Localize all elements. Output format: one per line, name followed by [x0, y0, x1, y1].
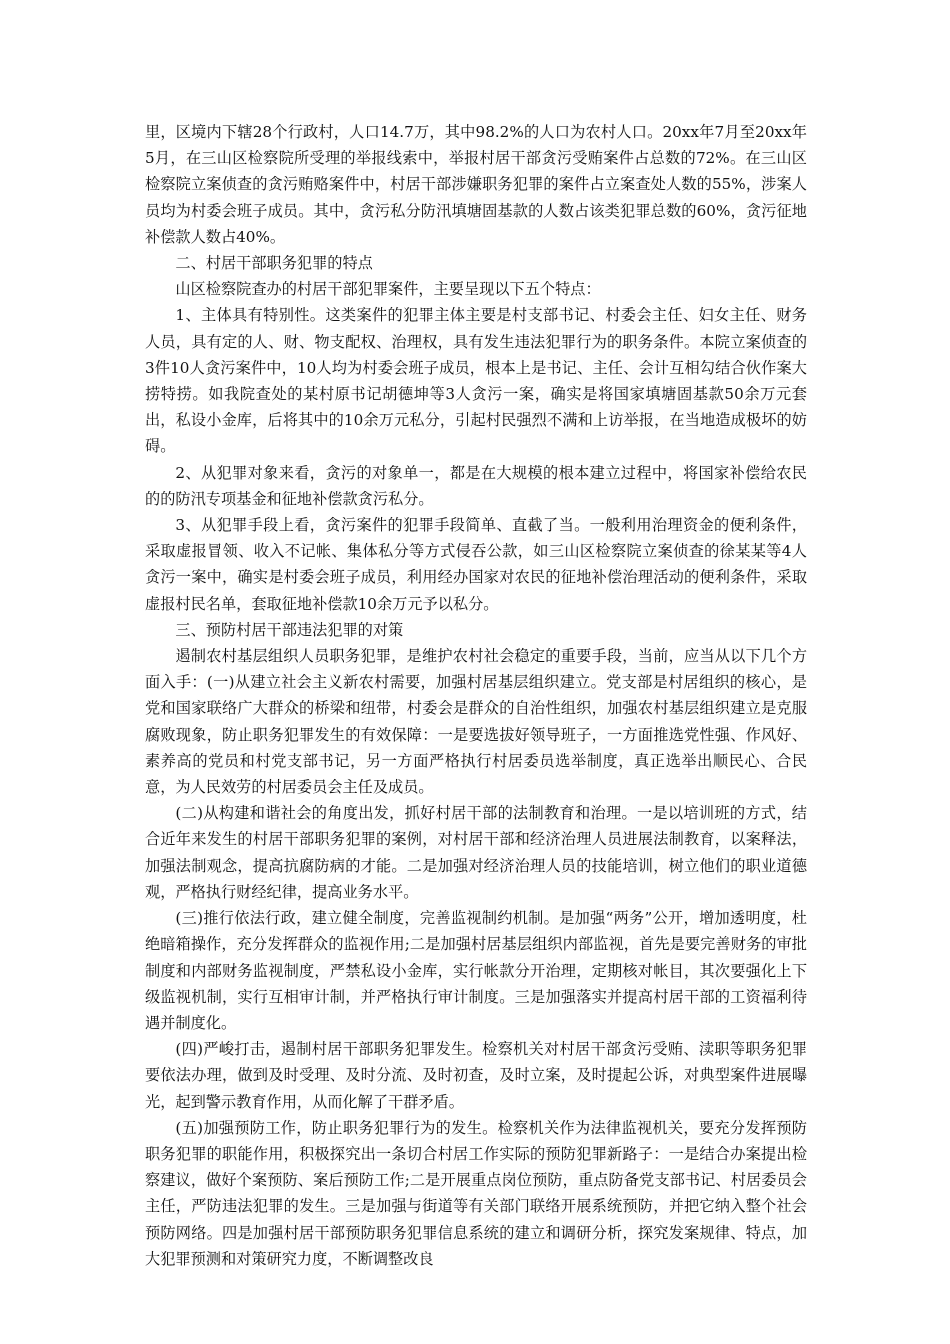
- heading-section-3: 三、预防村居干部违法犯罪的对策: [175, 620, 404, 639]
- heading-section-2: 二、村居干部职务犯罪的特点: [175, 254, 373, 273]
- paragraph-feature-1: 1、主体具有特别性。这类案件的犯罪主体主要是村支部书记、村委会主任、妇女主任、财务人员，具有定的人、财、物支配权、治理权，具有发生违法犯罪行为的职务条件。本院立案侦查的3件10人贪污案件中，10人均为村委会班子成员，根本上是书记、主任、会计互相勾结合伙作案大捞特捞。如我院查处的某村原书记胡德坤等3人贪污一案，确实是将国家填塘固基款50余万元套出，私设小金库，后将其中的10余万元私分，引起村民强烈不满和上访举报，在当地造成极坏的妨碍。: [145, 306, 807, 456]
- paragraph-features-intro: 山区检察院查办的村居干部犯罪案件，主要呈现以下五个特点：: [175, 280, 601, 299]
- paragraph-measure-1: 遏制农村基层组织人员职务犯罪，是维护农村社会稳定的重要手段，当前，应当从以下几个方面入手：(一)从建立社会主义新农村需要，加强村居基层组织建立。党支部是村居组织的核心，是党和国家联络广大群众的桥梁和纽带，村委会是群众的自治性组织，加强农村基层组织建立是克服腐败现象，防止职务犯罪发生的有效保障：一是要选拔好领导班子，一方面推选党性强、作风好、素养高的党员和村党支部书记，另一方面严格执行村居委员选举制度，真正选举出顺民心、合民意，为人民效劳的村居委员会主任及成员。: [145, 647, 807, 797]
- paragraph-measure-2: (二)从构建和谐社会的角度出发，抓好村居干部的法制教育和治理。一是以培训班的方式，结合近年来发生的村居干部职务犯罪的案例，对村居干部和经济治理人员进展法制教育，以案释法，加强法制观念，提高抗腐防病的才能。二是加强对经济治理人员的技能培训，树立他们的职业道德观，严格执行财经纪律，提高业务水平。: [145, 804, 807, 901]
- paragraph-measure-3: (三)推行依法行政，建立健全制度，完善监视制约机制。是加强“两务”公开，增加透明度，杜绝暗箱操作，充分发挥群众的监视作用;二是加强村居基层组织内部监视，首先是要完善财务的审批制度和内部财务监视制度，严禁私设小金库，实行帐款分开治理，定期核对帐目，其次要强化上下级监视机制，实行互相审计制，并严格执行审计制度。三是加强落实并提高村居干部的工资福利待遇并制度化。: [145, 909, 807, 1032]
- paragraph-feature-3: 3、从犯罪手段上看，贪污案件的犯罪手段简单、直截了当。一般利用治理资金的便利条件，采取虚报冒领、收入不记帐、集体私分等方式侵吞公款，如三山区检察院立案侦查的徐某某等4人贪污一案中，确实是村委会班子成员，利用经办国家对农民的征地补偿治理活动的便利条件，采取虚报村民名单，套取征地补偿款10余万元予以私分。: [145, 516, 807, 613]
- paragraph-feature-2: 2、从犯罪对象来看，贪污的对象单一，都是在大规模的根本建立过程中，将国家补偿给农民的的防汛专项基金和征地补偿款贪污私分。: [145, 463, 807, 508]
- document-body: [145, 119, 807, 1272]
- paragraph-intro-statistics: 里，区境内下辖28个行政村，人口14.7万，其中98.2%的人口为农村人口。20xx年7月至20xx年5月，在三山区检察院所受理的举报线索中，举报村居干部贪污受贿案件占总数的72%。在三山区检察院立案侦查的贪污贿赂案件中，村居干部涉嫌职务犯罪的案件占立案查处人数的55%，涉案人员均为村委会班子成员。其中，贪污私分防汛填塘固基款的人数占该类犯罪总数的60%，贪污征地补偿款人数占40%。: [145, 123, 807, 246]
- paragraph-measure-4: (四)严峻打击，遏制村居干部职务犯罪发生。检察机关对村居干部贪污受贿、渎职等职务犯罪要依法办理，做到及时受理、及时分流、及时初查，及时立案，及时提起公诉，对典型案件进展曝光，起到警示教育作用，从而化解了干群矛盾。: [145, 1040, 807, 1111]
- paragraph-measure-5: (五)加强预防工作，防止职务犯罪行为的发生。检察机关作为法律监视机关，要充分发挥预防职务犯罪的职能作用，积极探究出一条切合村居工作实际的预防犯罪新路子：一是结合办案提出检察建议，做好个案预防、案后预防工作;二是开展重点岗位预防，重点防备党支部书记、村居委员会主任，严防违法犯罪的发生。三是加强与街道等有关部门联络开展系统预防，并把它纳入整个社会预防网络。四是加强村居干部预防职务犯罪信息系统的建立和调研分析，探究发案规律、特点，加大犯罪预测和对策研究力度，不断调整改良: [145, 1118, 807, 1268]
